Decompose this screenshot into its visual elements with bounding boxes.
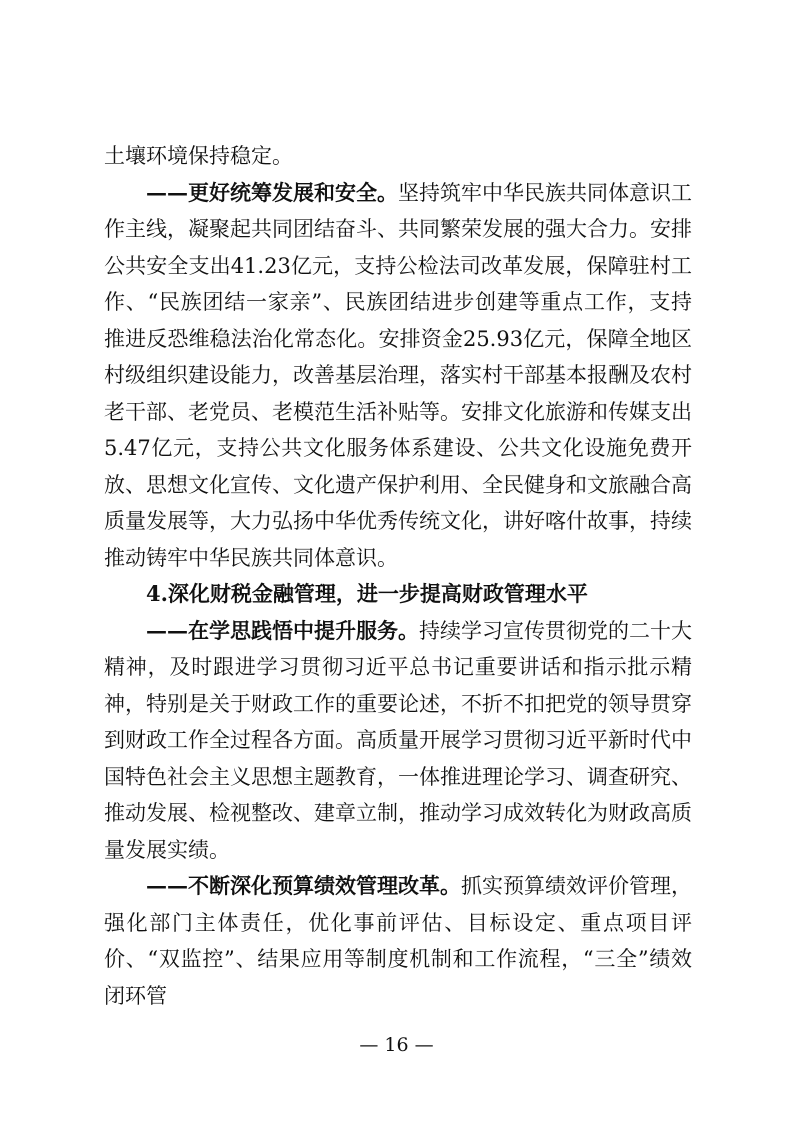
paragraph-text: 持续学习宣传贯彻党的二十大精神，及时跟进学习贯彻习近平总书记重要讲话和指示批示精神，特别是关于财政工作的重要论述，不折不扣把党的领导贯穿到财政工作全过程各方面。高质量开展学习贯彻习近平新时代中国特色社会主义思想主题教育，一体推进理论学习、调查研究、推动发展、检视整改、建章立制，推动学习成效转化为财政高质量发展实绩。	[104, 618, 692, 862]
section-heading-fiscal-management	[104, 576, 692, 613]
paragraph-text: 土壤环境保持稳定。	[104, 144, 293, 168]
paragraph-heading: ——不断深化预算绩效管理改革。	[146, 873, 461, 898]
page-number: — 16 —	[359, 1034, 434, 1056]
section-heading: 4.深化财税金融管理，进一步提高财政管理水平	[146, 581, 588, 606]
paragraph-soil-continuation	[104, 138, 692, 175]
paragraph-development-security	[104, 175, 692, 577]
paragraph-heading: ——更好统筹发展和安全。	[146, 179, 398, 205]
paragraph-text: 坚持筑牢中华民族共同体意识工作主线，凝聚起共同团结奋斗、共同繁荣发展的强大合力。安排公共安全支出41.23亿元，支持公检法司改革发展，保障驻村工作、“民族团结一家亲”、民族团结进步创建等重点工作，支持推进反恐维稳法治化常态化。安排资金25.93亿元，保障全地区村级组织建设能力，改善基层治理，落实村干部基本报酬及农村老干部、老党员、老模范生活补贴等。安排文化旅游和传媒支出5.47亿元，支持公共文化服务体系建设、公共文化设施免费开放、思想文化宣传、文化遗产保护利用、全民健身和文旅融合高质量发展等，大力弘扬中华优秀传统文化，讲好喀什故事，持续推动铸牢中华民族共同体意识。	[104, 180, 692, 570]
paragraph-heading: ——在学思践悟中提升服务。	[146, 617, 419, 643]
paragraph-text: 抓实预算绩效评价管理，强化部门主体责任，优化事前评估、目标设定、重点项目评价、“双监控”、结果应用等制度机制和工作流程，“三全”绩效闭环管	[104, 874, 692, 1008]
paragraph-budget-performance	[104, 868, 692, 1014]
paragraph-learning-service	[104, 613, 692, 869]
document-body	[104, 138, 692, 1014]
